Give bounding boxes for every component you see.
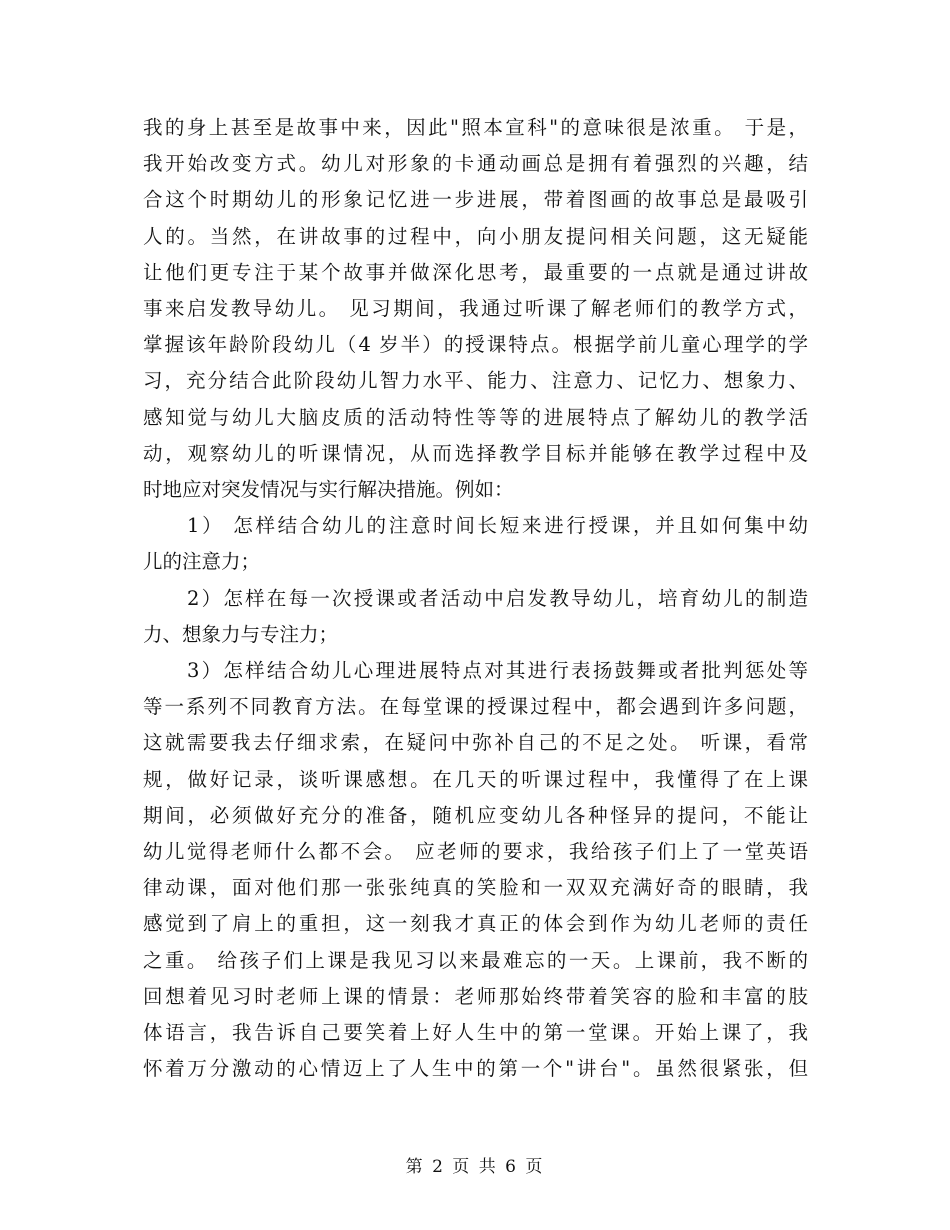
list-item-1-line: 1） 怎样结合幼儿的注意时间长短来进行授课，并且如何集中幼 xyxy=(187,514,808,538)
text-line: 期间，必须做好充分的准备，随机应变幼儿各种怪异的提问，不能让 xyxy=(143,803,808,827)
text-line: 规，做好记录，谈听课感想。在几天的听课过程中，我懂得了在上课 xyxy=(143,767,808,791)
text-line: 怀着万分激动的心情迈上了人生中的第一个"讲台"。虽然很紧张，但 xyxy=(143,1057,808,1081)
list-item-3-line: 3）怎样结合幼儿心理进展特点对其进行表扬鼓舞或者批判惩处等 xyxy=(187,659,808,683)
text-line: 体语言，我告诉自己要笑着上好人生中的第一堂课。开始上课了，我 xyxy=(143,1021,808,1045)
text-line: 事来启发教导幼儿。 见习期间，我通过听课了解老师们的教学方式， xyxy=(143,297,808,321)
text-line: 时地应对突发情况与实行解决措施。例如： xyxy=(143,478,514,502)
text-line: 幼儿觉得老师什么都不会。 应老师的要求，我给孩子们上了一堂英语 xyxy=(143,840,808,864)
list-item-2-line: 2）怎样在每一次授课或者活动中启发教导幼儿，培育幼儿的制造 xyxy=(187,586,808,610)
text-line: 律动课，面对他们那一张张纯真的笑脸和一双双充满好奇的眼睛，我 xyxy=(143,876,808,900)
text-line: 我的身上甚至是故事中来，因此"照本宣科"的意味很是浓重。 于是， xyxy=(143,116,808,139)
text-line: 等一系列不同教育方法。在每堂课的授课过程中，都会遇到许多问题， xyxy=(143,695,808,719)
body-text xyxy=(143,110,808,1087)
text-line: 习，充分结合此阶段幼儿智力水平、能力、注意力、记忆力、想象力、 xyxy=(143,369,808,393)
text-line: 动，观察幼儿的听课情况，从而选择教学目标并能够在教学过程中及 xyxy=(143,441,808,465)
text-line: 感知觉与幼儿大脑皮质的活动特性等等的进展特点了解幼儿的教学活 xyxy=(143,405,808,429)
text-line: 回想着见习时老师上课的情景：老师那始终带着笑容的脸和丰富的肢 xyxy=(143,984,808,1008)
text-line: 掌握该年龄阶段幼儿（4 岁半）的授课特点。根据学前儿童心理学的学 xyxy=(143,333,808,357)
list-item-1-line: 儿的注意力； xyxy=(143,550,261,574)
text-line: 我开始改变方式。幼儿对形象的卡通动画总是拥有着强烈的兴趣，结 xyxy=(143,152,808,176)
text-line: 人的。当然，在讲故事的过程中，向小朋友提问相关问题，这无疑能 xyxy=(143,224,808,248)
text-line: 合这个时期幼儿的形象记忆进一步进展，带着图画的故事总是最吸引 xyxy=(143,188,808,212)
list-item-2-line: 力、想象力与专注力； xyxy=(143,622,339,646)
text-line: 之重。 给孩子们上课是我见习以来最难忘的一天。上课前，我不断的 xyxy=(143,948,808,972)
text-line: 感觉到了肩上的重担，这一刻我才真正的体会到作为幼儿老师的责任 xyxy=(143,912,808,936)
text-line: 让他们更专注于某个故事并做深化思考，最重要的一点就是通过讲故 xyxy=(143,260,808,284)
page-number-footer: 第 2 页 共 6 页 xyxy=(405,1157,545,1177)
text-line: 这就需要我去仔细求索，在疑问中弥补自己的不足之处。 听课，看常 xyxy=(143,731,808,755)
